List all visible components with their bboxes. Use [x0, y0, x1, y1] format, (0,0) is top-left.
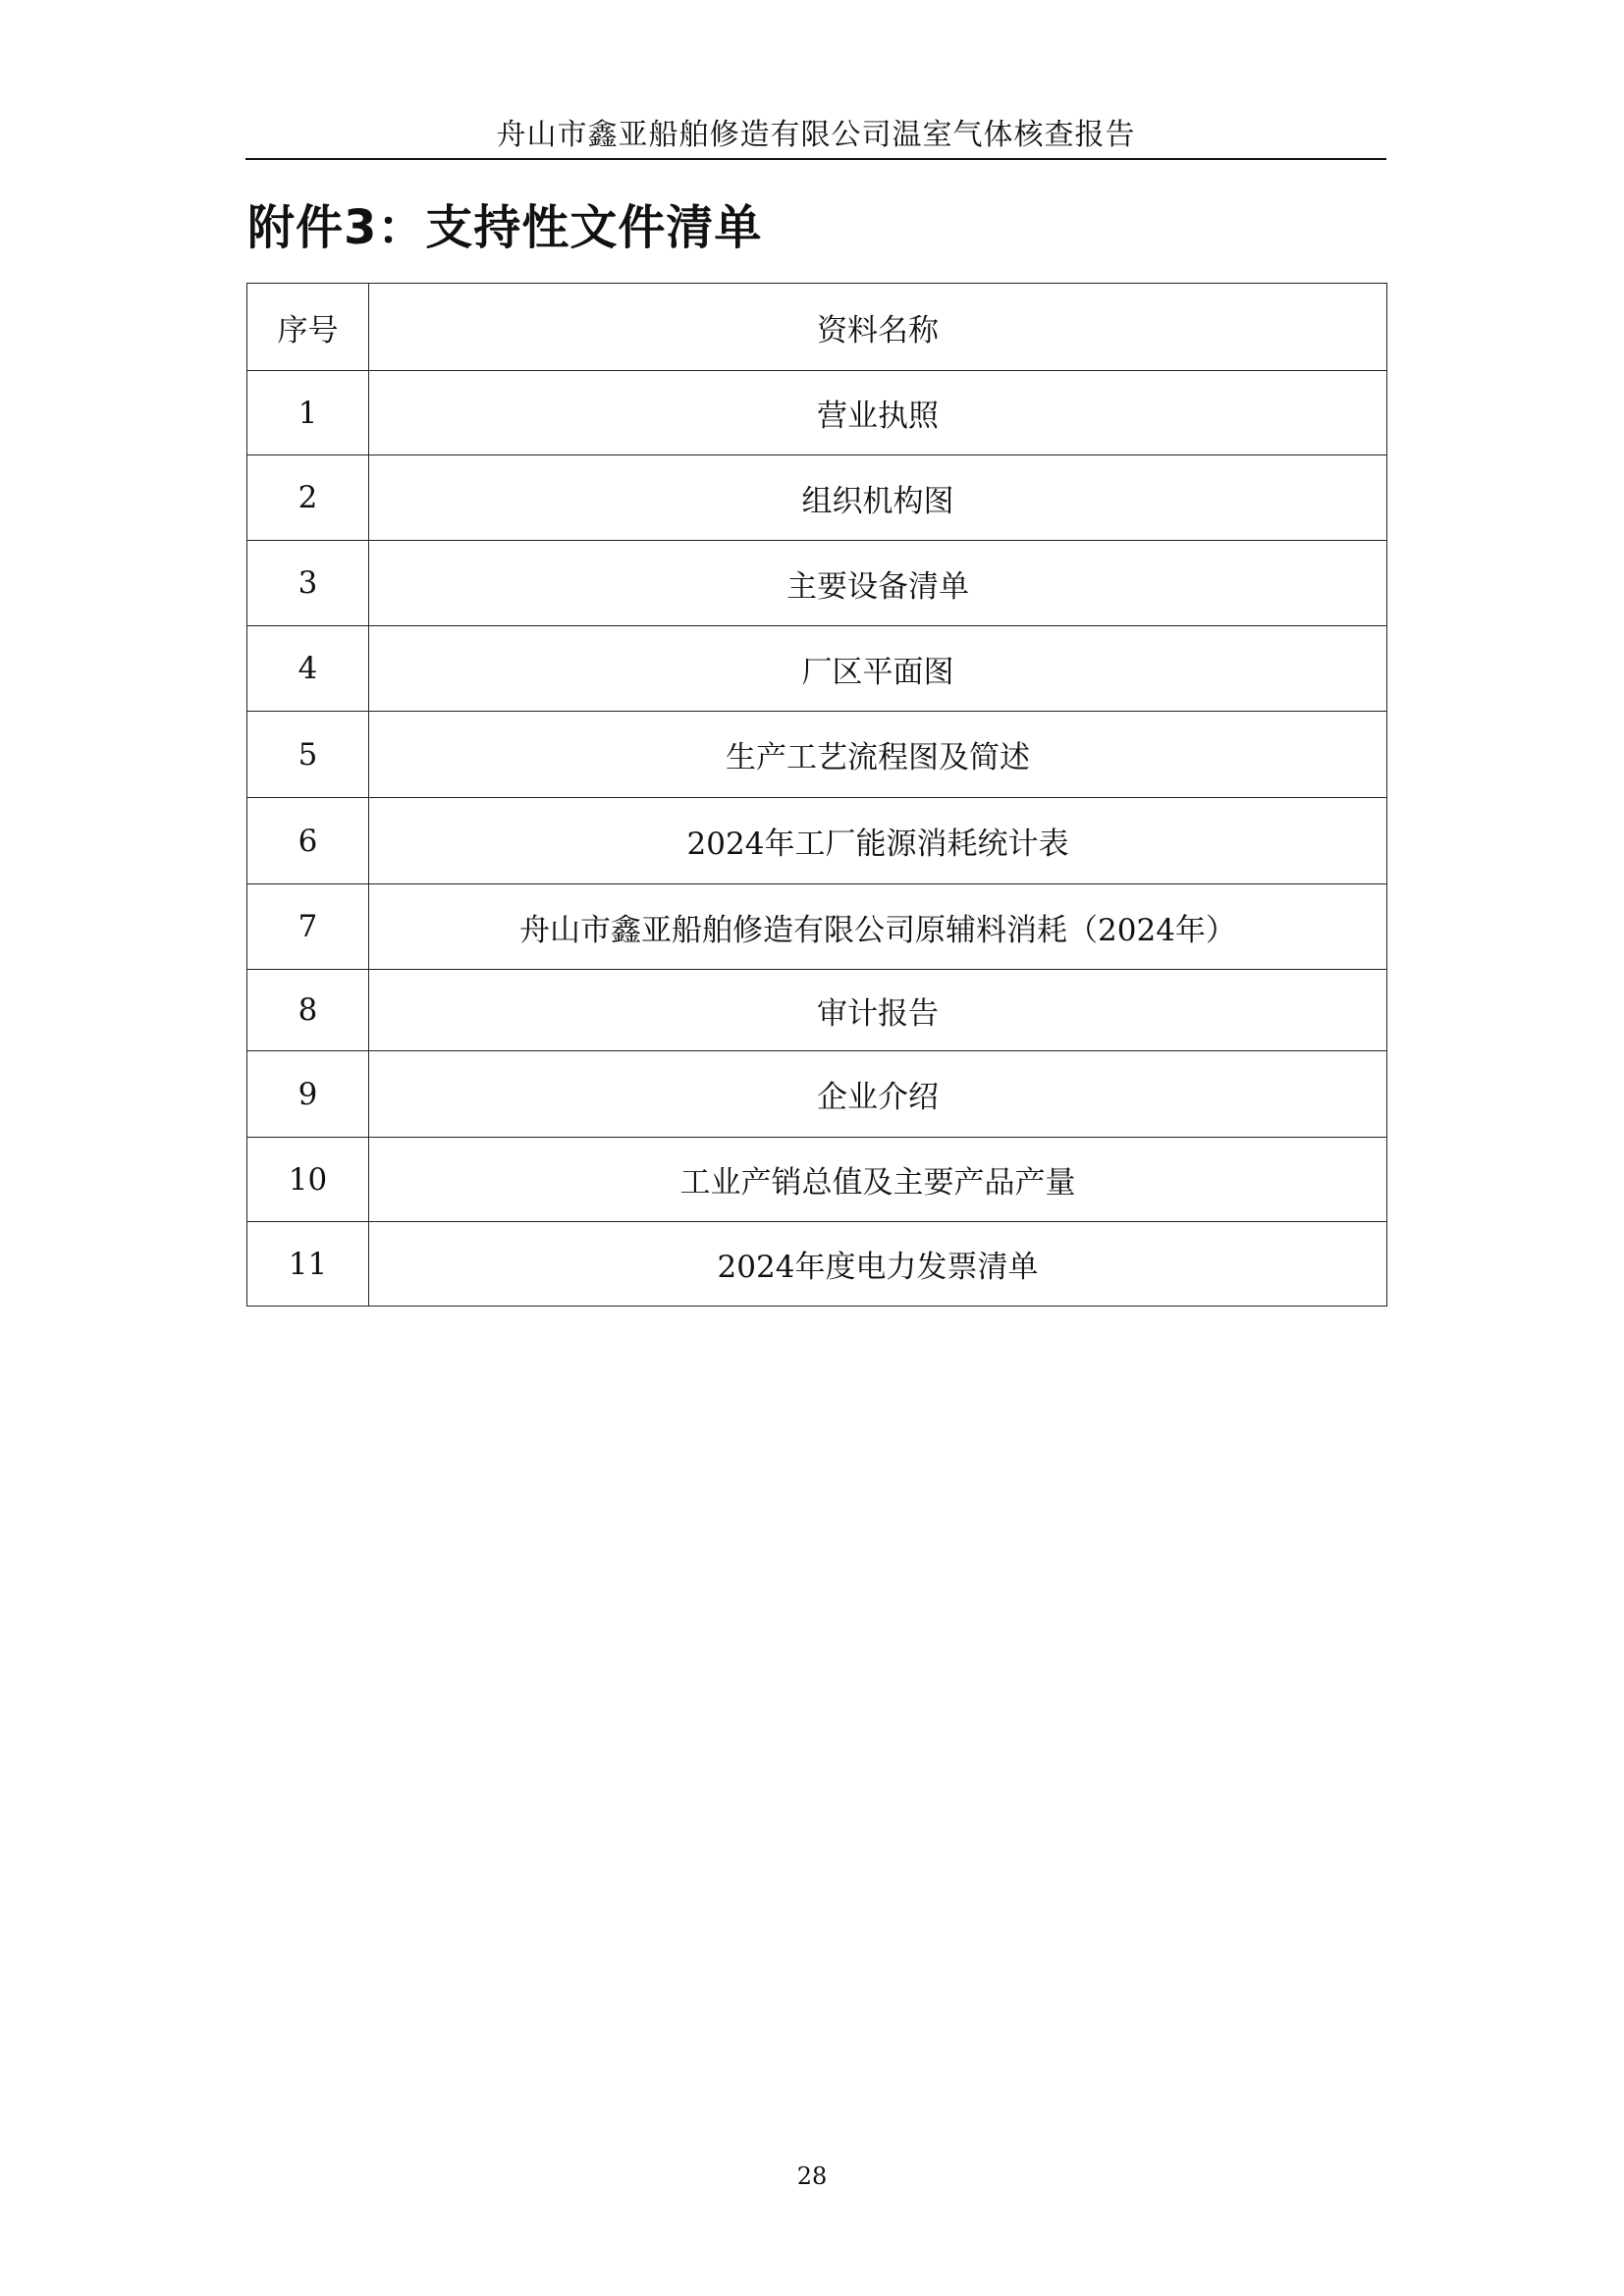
table-row [247, 1138, 1387, 1222]
document-name: 主要设备清单 [369, 541, 1387, 626]
running-header: 舟山市鑫亚船舶修造有限公司温室气体核查报告 [496, 118, 1136, 152]
row-number: 2 [247, 455, 369, 541]
row-number: 8 [247, 970, 369, 1051]
document-name: 企业介绍 [369, 1051, 1387, 1138]
row-number: 10 [247, 1138, 369, 1222]
table-row [247, 626, 1387, 712]
column-header-number: 序号 [247, 284, 369, 371]
document-name: 生产工艺流程图及简述 [369, 712, 1387, 798]
row-number: 7 [247, 884, 369, 970]
document-name: 2024年度电力发票清单 [369, 1222, 1387, 1307]
table-row [247, 884, 1387, 970]
document-name: 组织机构图 [369, 455, 1387, 541]
document-name: 舟山市鑫亚船舶修造有限公司原辅料消耗（2024年） [369, 884, 1387, 970]
row-number: 4 [247, 626, 369, 712]
table-row [247, 1222, 1387, 1307]
supporting-documents-table [246, 283, 1387, 1307]
document-name: 审计报告 [369, 970, 1387, 1051]
table-row [247, 712, 1387, 798]
table-row [247, 798, 1387, 884]
row-number: 11 [247, 1222, 369, 1307]
row-number: 5 [247, 712, 369, 798]
table-row [247, 970, 1387, 1051]
row-number: 9 [247, 1051, 369, 1138]
page-title: 附件3：支持性文件清单 [247, 200, 763, 255]
table-row [247, 371, 1387, 455]
row-number: 6 [247, 798, 369, 884]
table-row [247, 541, 1387, 626]
page-number: 28 [796, 2163, 828, 2190]
table-row [247, 455, 1387, 541]
table-header-row [247, 284, 1387, 371]
document-name: 2024年工厂能源消耗统计表 [369, 798, 1387, 884]
header-divider [245, 158, 1386, 160]
row-number: 3 [247, 541, 369, 626]
column-header-document-name: 资料名称 [369, 284, 1387, 371]
document-name: 工业产销总值及主要产品产量 [369, 1138, 1387, 1222]
document-name: 营业执照 [369, 371, 1387, 455]
table-row [247, 1051, 1387, 1138]
document-name: 厂区平面图 [369, 626, 1387, 712]
row-number: 1 [247, 371, 369, 455]
